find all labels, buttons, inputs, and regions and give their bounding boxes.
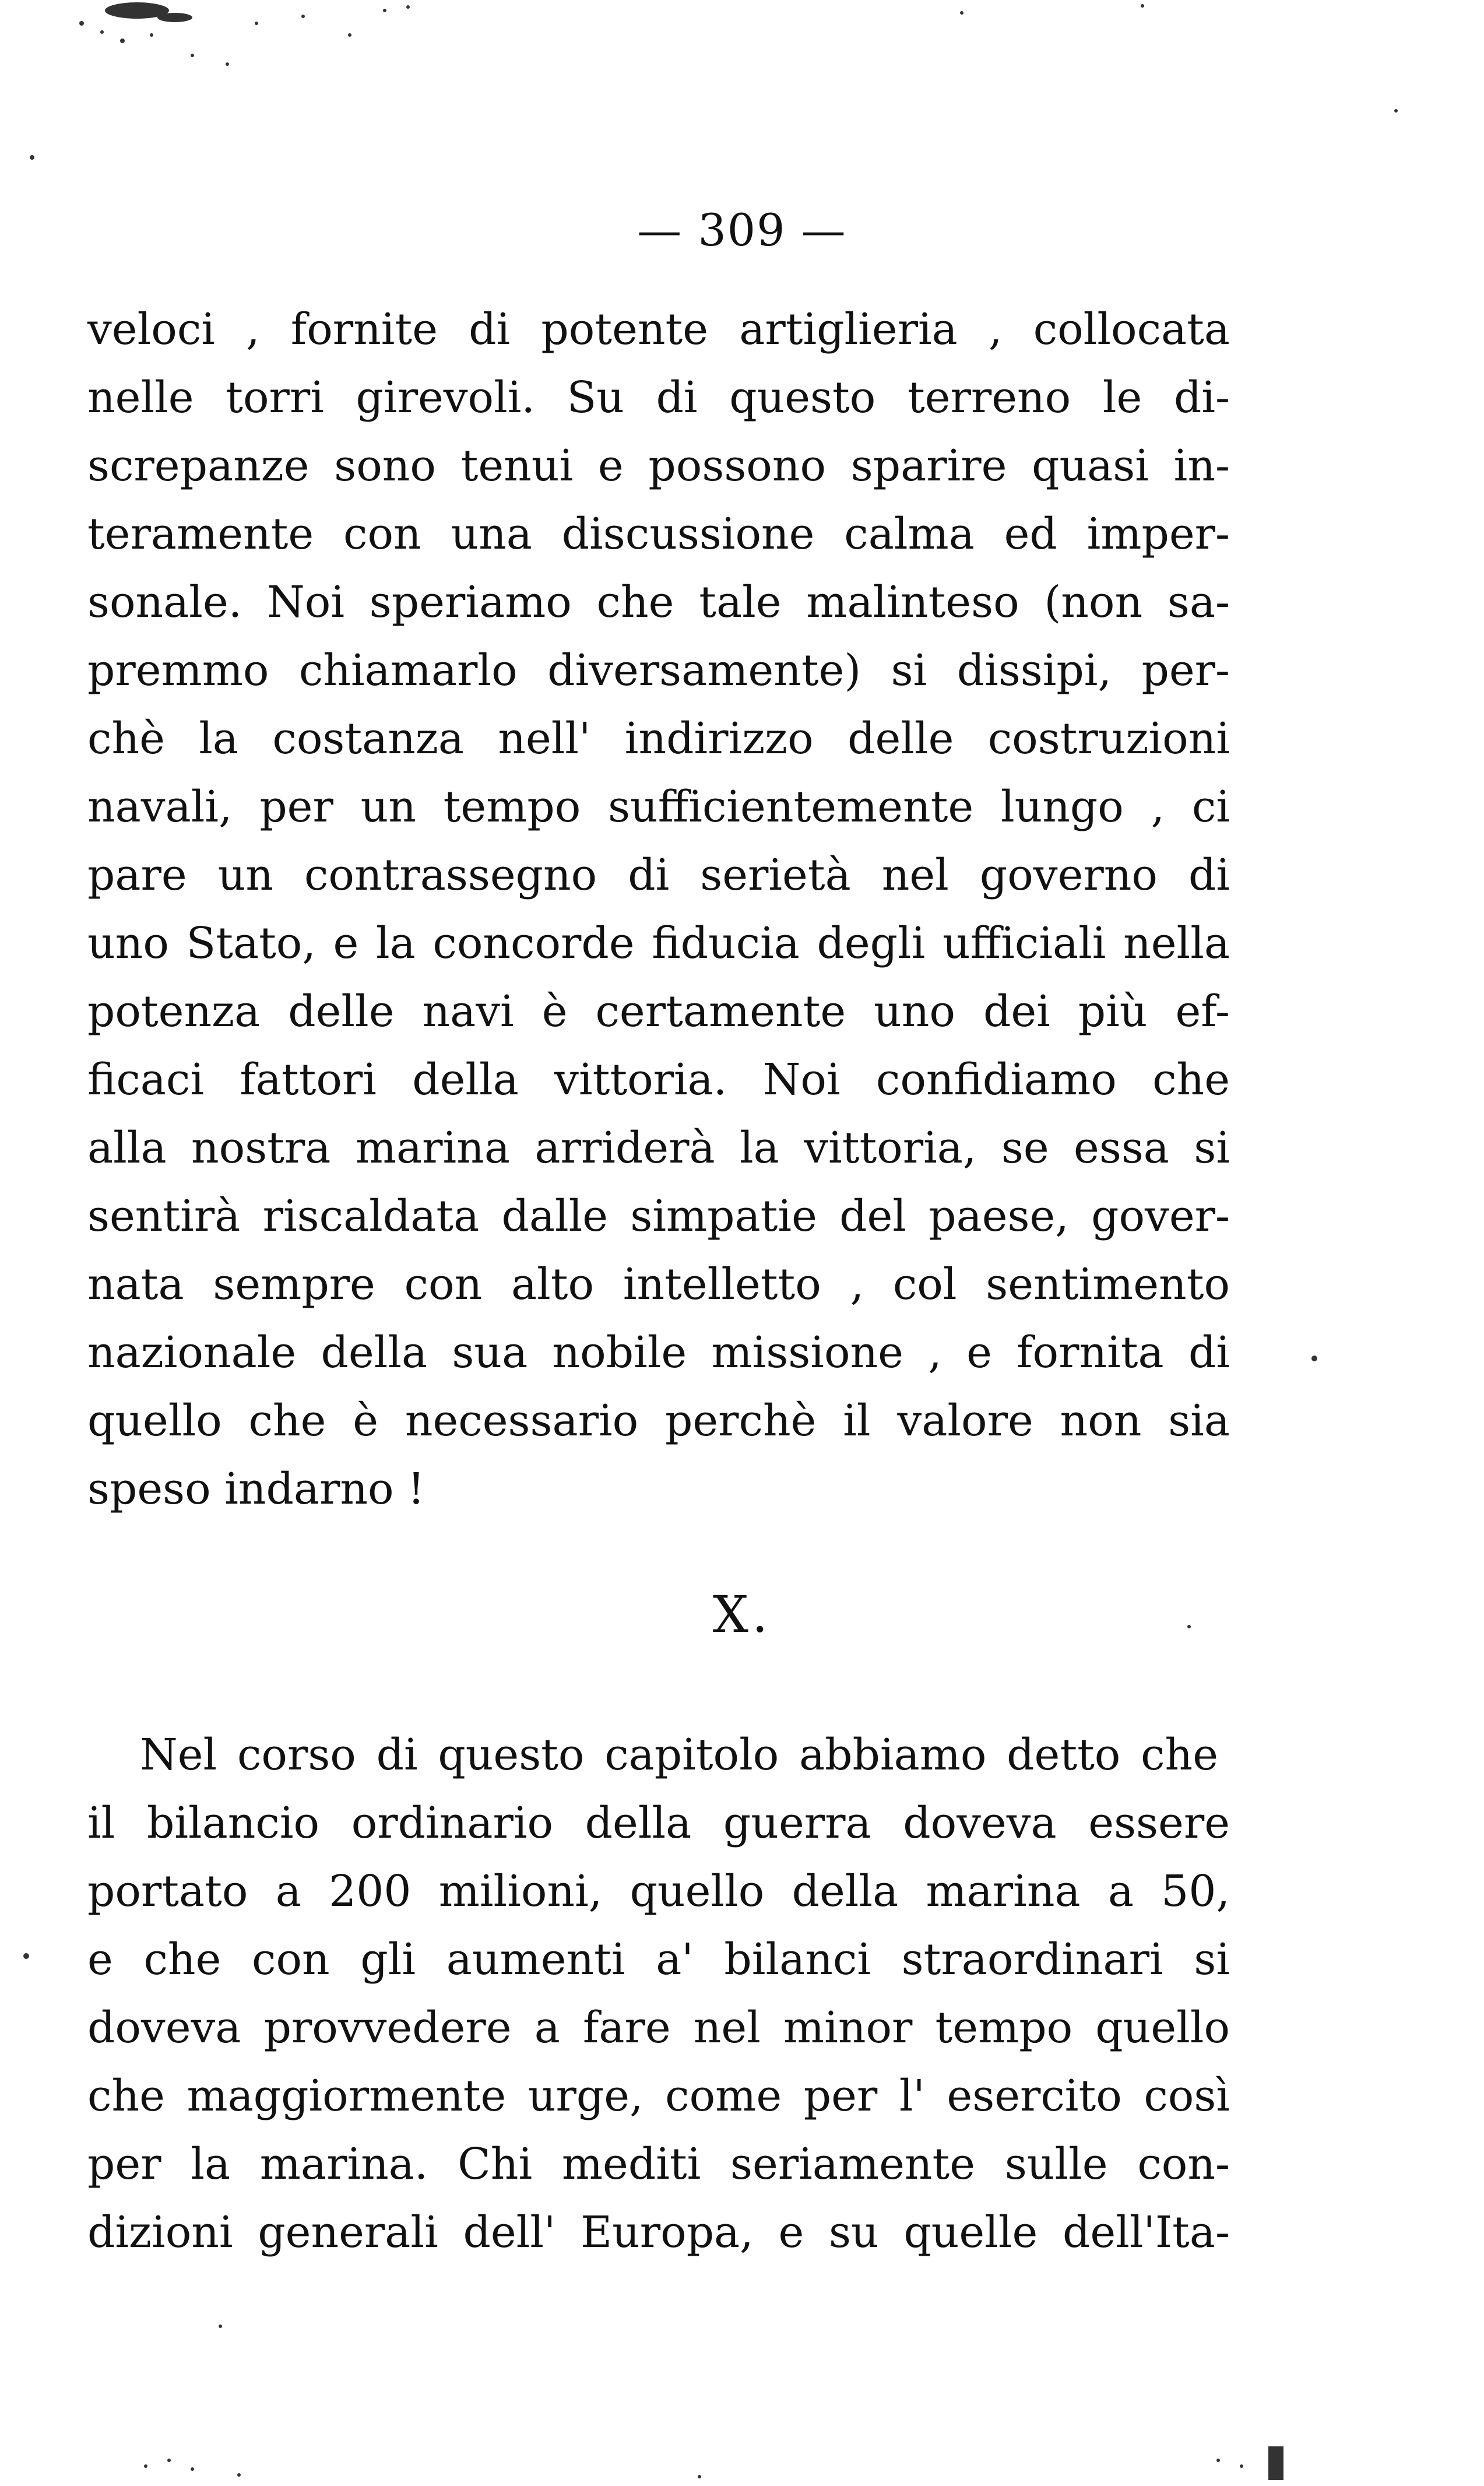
text-line: per la marina. Chi mediti seriamente sulle con- (87, 2139, 1230, 2189)
text-line: quello che è necessario perchè il valore non sia (87, 1396, 1230, 1446)
text-line: chè la costanza nell' indirizzo delle costruzioni (87, 714, 1230, 764)
text-line: ficaci fattori della vittoria. Noi confidiamo che (87, 1055, 1230, 1105)
text-line: screpanze sono tenui e possono sparire quasi in- (87, 441, 1230, 491)
page-number: — 309 — (637, 204, 847, 256)
text-line: portato a 200 milioni, quello della marina a 50, (87, 1866, 1230, 1916)
text-line: veloci , fornite di potente artiglieria , collocata (87, 304, 1230, 354)
text-line: navali, per un tempo sufficientemente lungo , ci (87, 782, 1230, 832)
text-line: potenza delle navi è certamente uno dei più ef- (87, 986, 1230, 1037)
text-line: uno Stato, e la concorde fiducia degli ufficiali nella (87, 918, 1230, 968)
text-line: Nel corso di questo capitolo abbiamo detto che (140, 1730, 1218, 1780)
text-line: doveva provvedere a fare nel minor tempo quello (87, 2003, 1230, 2053)
text-line: e che con gli aumenti a' bilanci straordinari si (87, 1934, 1230, 1985)
text-line: pare un contrassegno di serietà nel governo di (87, 850, 1230, 900)
text-line: sentirà riscaldata dalle simpatie del paese, gover- (87, 1191, 1230, 1241)
section-heading: X. (712, 1586, 772, 1644)
text-line: speso indarno ! (87, 1464, 425, 1514)
text-line: teramente con una discussione calma ed imper- (87, 509, 1230, 559)
text-line: nelle torri girevoli. Su di questo terreno le di- (87, 373, 1230, 423)
text-line: che maggiormente urge, come per l' esercito così (87, 2071, 1230, 2121)
text-line: premmo chiamarlo diversamente) si dissipi, per- (87, 645, 1230, 696)
text-line: alla nostra marina arriderà la vittoria, se essa si (87, 1123, 1230, 1173)
text-line: nazionale della sua nobile missione , e fornita di (87, 1328, 1230, 1378)
text-line: il bilancio ordinario della guerra doveva essere (87, 1798, 1230, 1848)
text-line: nata sempre con alto intelletto , col sentimento (87, 1259, 1230, 1309)
text-line: sonale. Noi speriamo che tale malinteso (non sa- (87, 577, 1230, 627)
text-line: dizioni generali dell' Europa, e su quelle dell'Ita- (87, 2207, 1230, 2257)
